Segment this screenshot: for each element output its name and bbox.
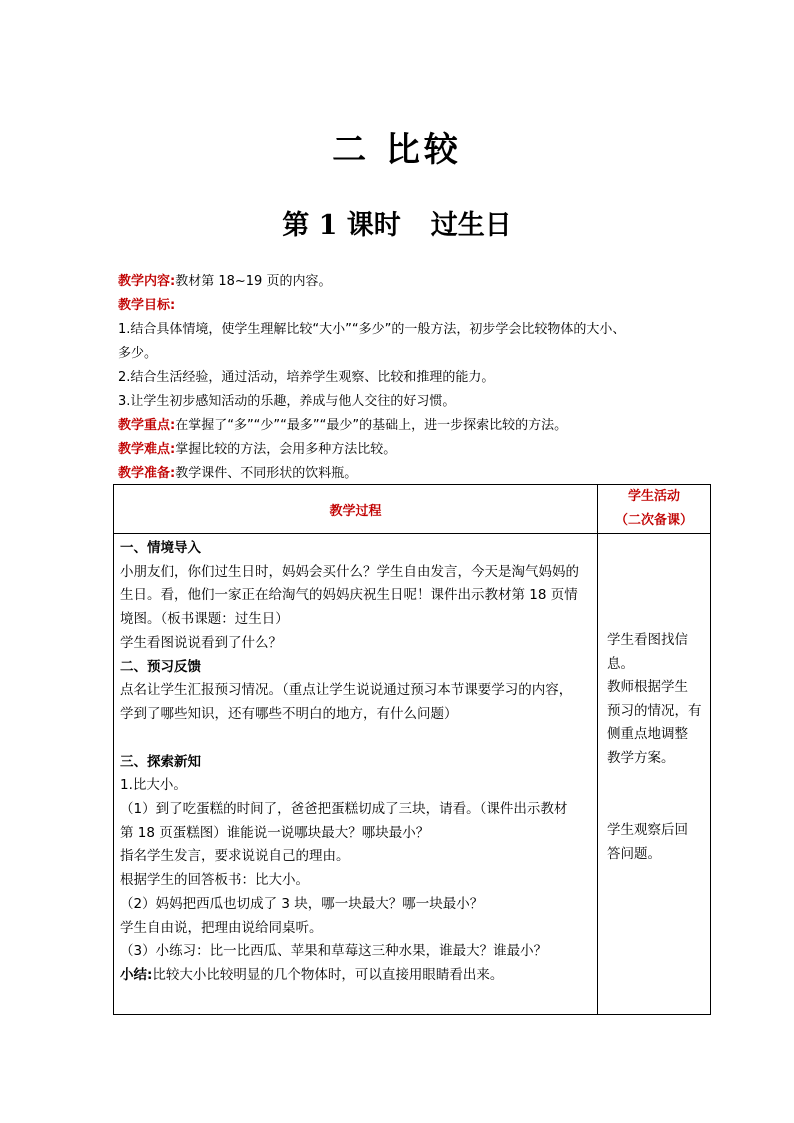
note-line: 息。 (607, 655, 634, 672)
text-line: （3）小练习：比一比西瓜、苹果和草莓这三种水果，谁最大？谁最小？ (120, 943, 548, 960)
activity-note-2 (607, 676, 707, 771)
activity-header-line2: （二次备课） (614, 513, 693, 528)
difficulty-text: 掌握比较的方法，会用多种方法比较。 (175, 442, 397, 457)
goal-1-cont: 多少。 (118, 346, 158, 361)
lesson-meta (118, 270, 718, 486)
key-text: 在掌握了“多”“少”“最多”“最少”的基础上，进一步探索比较的方法。 (175, 418, 568, 433)
difficulty-line (118, 438, 718, 462)
section-preview-title: 二、预习反馈 (120, 658, 201, 675)
section-intro-title: 一、情境导入 (120, 540, 201, 556)
text-line: 第 18 页蛋糕图）谁能说一说哪块最大？哪块最小？ (120, 824, 430, 841)
activity-cell (598, 534, 711, 1015)
goal-2: 2.结合生活经验，通过活动，培养学生观察、比较和推理的能力。 (118, 370, 495, 385)
goal-1: 1.结合具体情境，使学生理解比较“大小”“多少”的一般方法，初步学会比较物体的大小、 (118, 322, 626, 337)
prep-label: 教学准备: (118, 466, 176, 481)
content-line (118, 270, 718, 294)
lesson-number: 第 1 课时 (282, 210, 401, 241)
text-line: 点名让学生汇报预习情况。（重点让学生说说通过预习本节课要学习的内容， (120, 682, 573, 699)
prep-line (118, 462, 718, 486)
goals-label: 教学目标: (118, 298, 176, 313)
activity-note-1 (607, 629, 707, 676)
summary-line (120, 964, 591, 988)
content-text: 教材第 18~19 页的内容。 (175, 274, 332, 289)
text-line: 学生看图说说看到了什么？ (120, 634, 282, 651)
key-label: 教学重点: (118, 418, 176, 433)
text-line: （2）妈妈把西瓜也切成了 3 块，哪一块最大？哪一块最小？ (120, 895, 484, 912)
lesson-name: 过生日 (430, 210, 512, 241)
note-line: 学生观察后回 (607, 822, 688, 838)
text-line: 生日。看，他们一家正在给淘气的妈妈庆祝生日呢！课件出示教材第 18 页情 (120, 587, 578, 604)
text-line: 学生自由说，把理由说给同桌听。 (120, 919, 323, 936)
text-line: （1）到了吃蛋糕的时间了，爸爸把蛋糕切成了三块，请看。（课件出示教材 (120, 801, 568, 818)
lesson-table (113, 484, 711, 1015)
text-line: 1.比大小。 (120, 777, 187, 794)
lesson-heading (0, 203, 794, 242)
process-cell (114, 534, 598, 1015)
prep-text: 教学课件、不同形状的饮料瓶。 (175, 466, 358, 481)
note-line: 学生看图找信 (607, 632, 688, 648)
text-line: 学到了哪些知识，还有哪些不明白的地方，有什么问题） (120, 705, 458, 722)
table-body-row (114, 534, 711, 1015)
summary-text: 比较大小比较明显的几个物体时，可以直接用眼睛看出来。 (152, 966, 504, 983)
key-line (118, 414, 718, 438)
process-header: 教学过程 (114, 485, 598, 534)
note-line: 侧重点地调整 (607, 726, 688, 743)
spacer (120, 727, 591, 751)
note-line: 答问题。 (607, 845, 661, 862)
table-header-row (114, 485, 711, 534)
goal-3: 3.让学生初步感知活动的乐趣，养成与他人交往的好习惯。 (118, 394, 456, 409)
section-explore-title: 三、探索新知 (120, 753, 201, 770)
text-line: 境图。（板书课题：过生日） (120, 611, 289, 628)
activity-header-line1: 学生活动 (627, 489, 680, 504)
note-line: 预习的情况，有 (607, 702, 702, 719)
activity-header (598, 485, 711, 534)
note-line: 教师根据学生 (607, 679, 688, 695)
page-title: 二 比较 (332, 130, 462, 170)
text-line: 根据学生的回答板书：比大小。 (120, 872, 309, 889)
content-label: 教学内容: (118, 274, 176, 289)
text-line: 指名学生发言，要求说说自己的理由。 (120, 848, 350, 865)
text-line: 小朋友们，你们过生日时，妈妈会买什么？学生自由发言，今天是淘气妈妈的 (120, 563, 579, 580)
note-line: 教学方案。 (607, 750, 675, 767)
difficulty-label: 教学难点: (118, 442, 176, 457)
goals-line (118, 294, 718, 318)
activity-note-3 (607, 819, 707, 866)
summary-label: 小结: (120, 966, 153, 983)
